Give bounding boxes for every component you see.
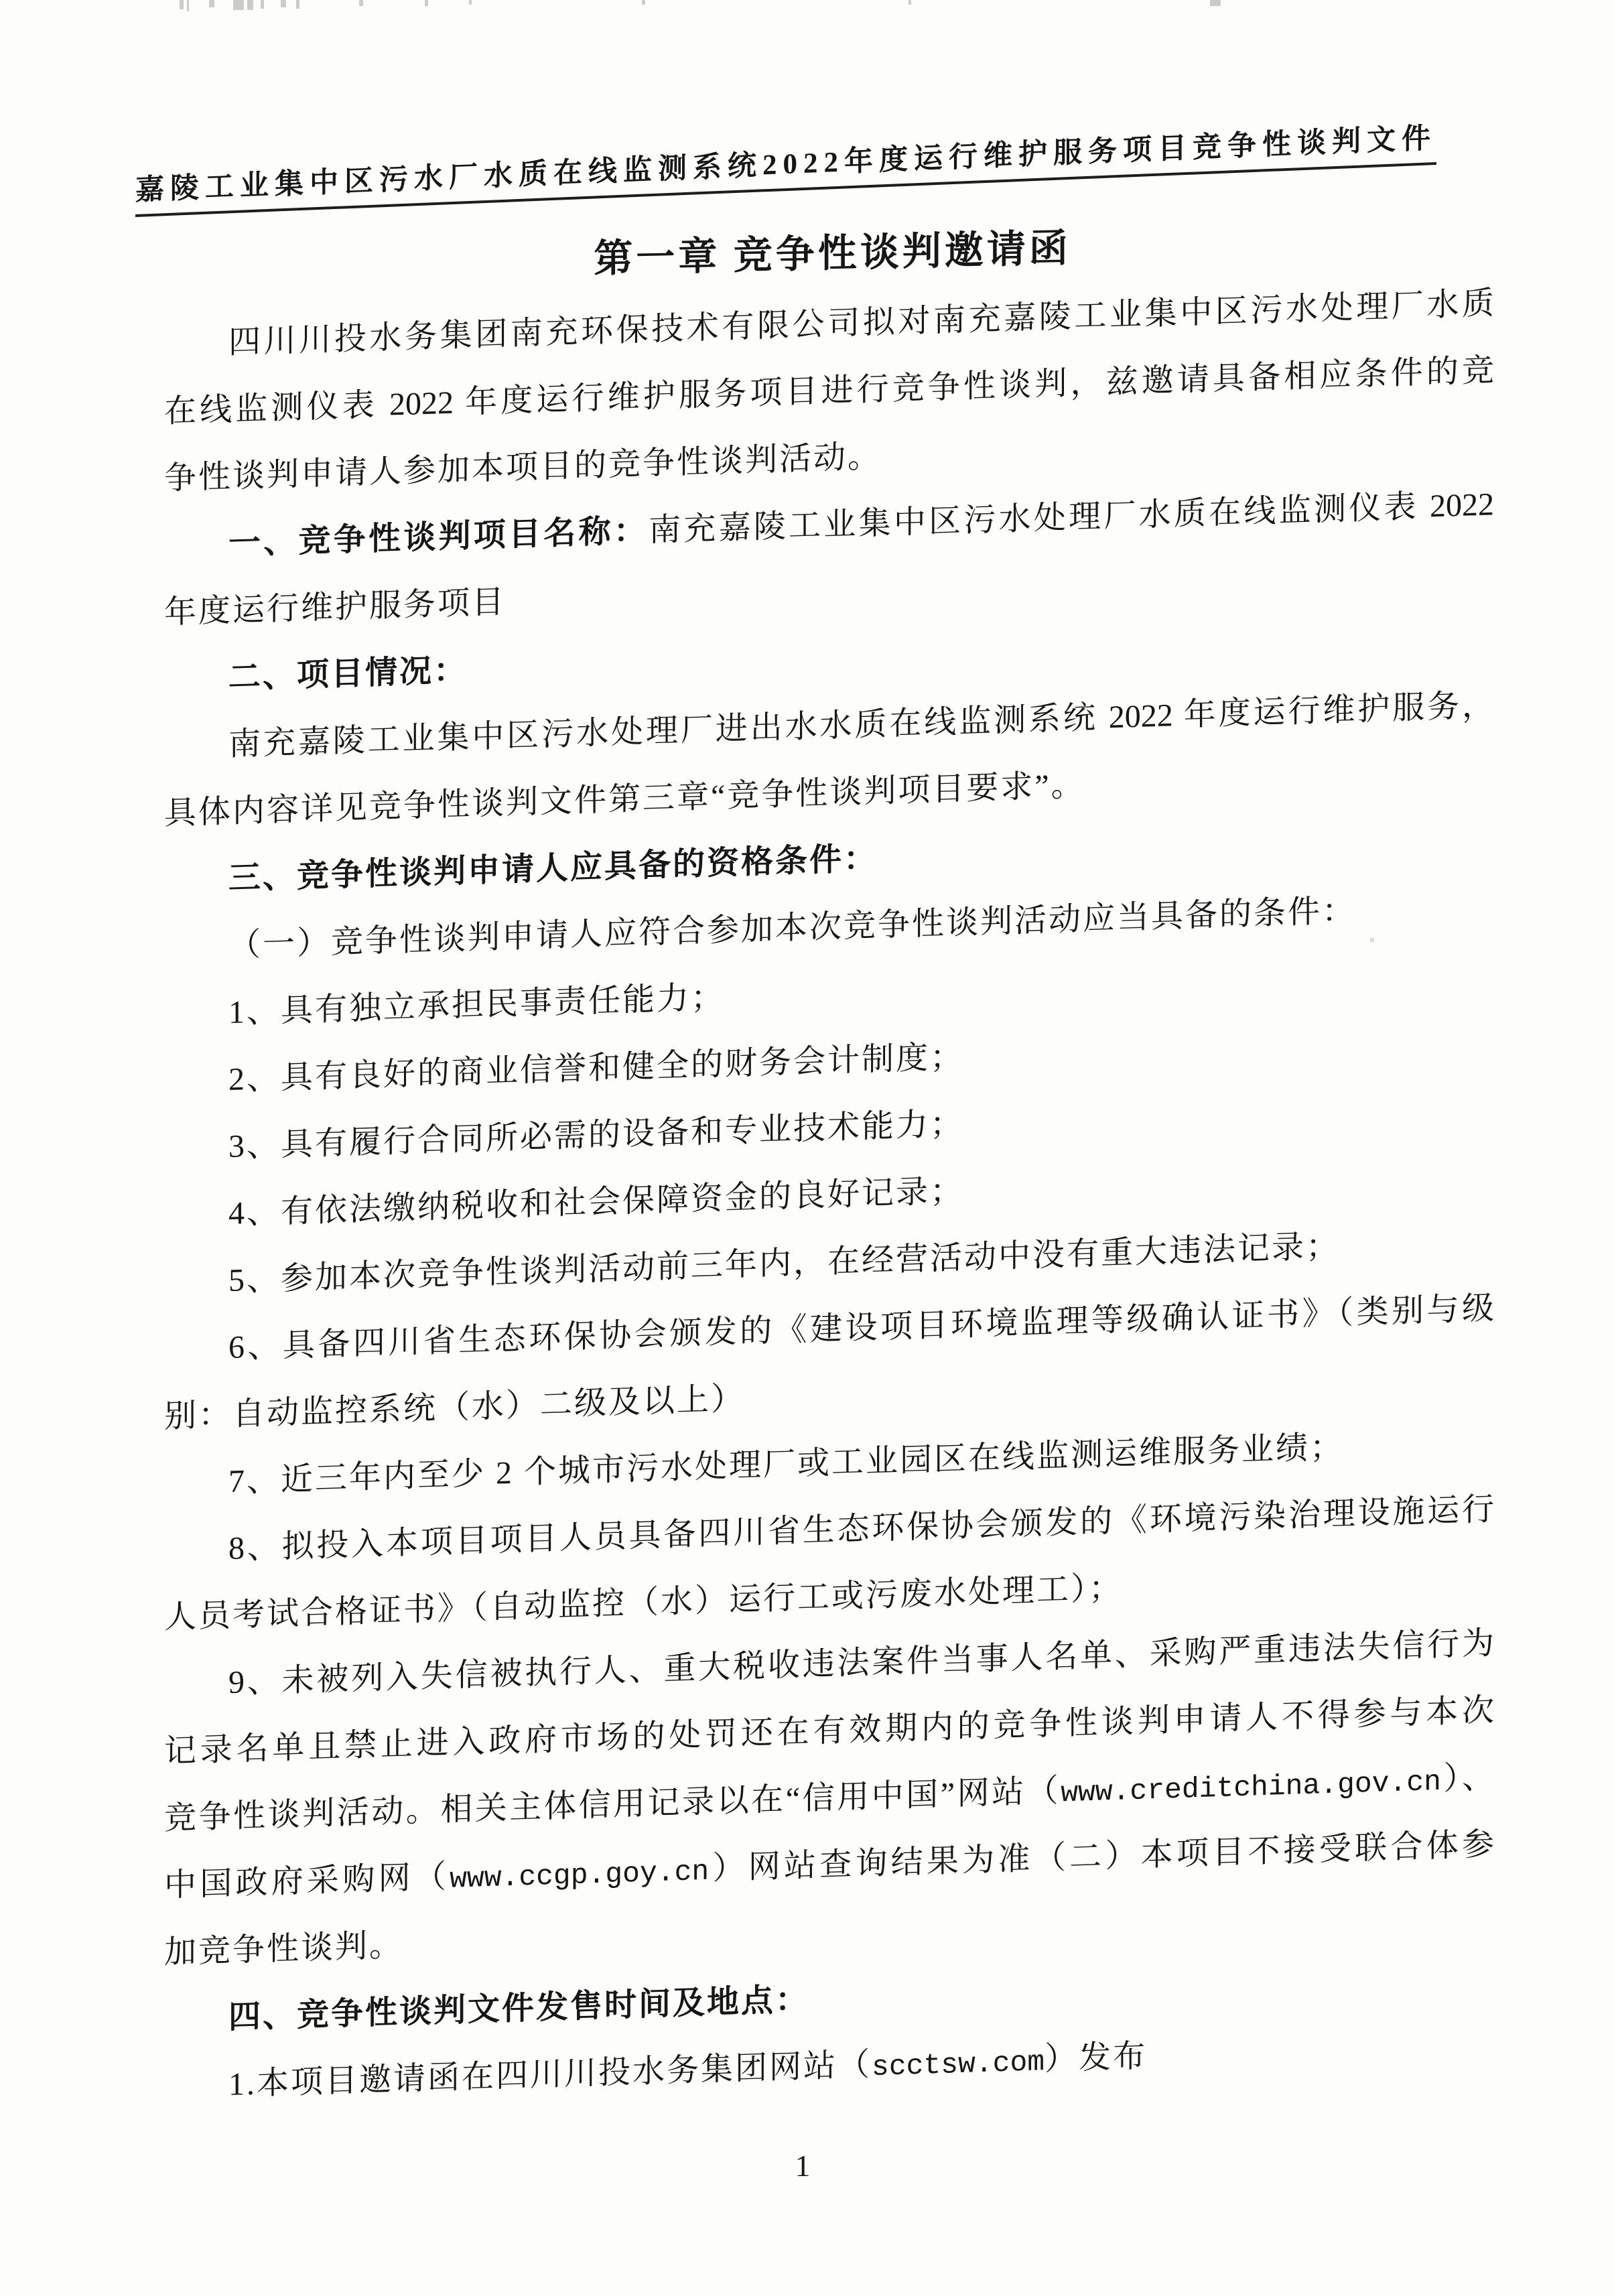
body-text: 竞争性谈判活动。相关主体信用记录以在“信用中国”网站（ xyxy=(164,1773,1061,1836)
scan-artifact xyxy=(209,0,214,7)
body-text: 3、具有履行合同所必需的设备和专业技术能力； xyxy=(228,1105,965,1165)
scan-artifact xyxy=(909,0,911,5)
body-text: ）、 xyxy=(1440,1759,1494,1797)
header-underlined-text: 嘉陵工业集中区污水厂水质在线监测系统2022年度运行维护服务项目竞争性谈判文件 xyxy=(135,123,1436,217)
scan-artifact xyxy=(469,0,472,5)
scan-artifact xyxy=(642,0,645,5)
body-text: 1.本项目邀请函在四川川投水务集团网站（ xyxy=(228,2047,872,2103)
scan-artifact xyxy=(261,0,264,9)
body-text: 四川川投水务集团南充环保技术有限公司拟对南充嘉陵工业集中区污水处理厂水质 xyxy=(228,285,1494,361)
body-text: 别：自动监控系统（水）二级及以上） xyxy=(164,1381,746,1434)
body-text: 年度运行维护服务项目 xyxy=(164,584,507,630)
body-text: 9、未被列入失信被执行人、重大税收违法案件当事人名单、采购严重违法失信行为 xyxy=(228,1625,1494,1701)
body-text: 8、拟投入本项目项目人员具备四川省生态环保协会颁发的《环境污染治理设施运行 xyxy=(228,1491,1494,1567)
page-number: 1 xyxy=(795,2149,811,2183)
scan-artifact xyxy=(281,0,286,7)
section-label: 三、竞争性谈判申请人应具备的资格条件： xyxy=(228,840,878,897)
section-label: 二、项目情况： xyxy=(228,652,468,696)
section-label: 一、竞争性谈判项目名称： xyxy=(228,513,649,562)
body-text: 具体内容详见竞争性谈判文件第三章“竞争性谈判项目要求”。 xyxy=(164,767,1085,831)
section-label: 四、竞争性谈判文件发售时间及地点： xyxy=(228,1982,810,2036)
body-text: ）发布 xyxy=(1045,2038,1148,2078)
body-text: 南充嘉陵工业集中区污水处理厂进出水水质在线监测系统 2022 年度运行维护服务， xyxy=(228,687,1494,763)
body-text: 2、具有良好的商业信誉和健全的财务会计制度； xyxy=(228,1038,965,1098)
body-text: 人员考试合格证书》（自动监控（水）运行工或污废水处理工）； xyxy=(164,1570,1124,1635)
body-text: 4、有依法缴纳税收和社会保障资金的良好记录； xyxy=(228,1172,965,1232)
scan-artifact xyxy=(187,0,189,11)
body-text: 在线监测仪表 2022 年度运行维护服务项目进行竞争性谈判，兹邀请具备相应条件的竞 xyxy=(164,352,1494,429)
body-text: 争性谈判申请人参加本项目的竞争性谈判活动。 xyxy=(164,438,882,496)
body-text: 记录名单且禁止进入政府市场的处罚还在有效期内的竞争性谈判申请人不得参与本次 xyxy=(164,1692,1494,1769)
body-text: 加竞争性谈判。 xyxy=(164,1927,404,1970)
body-text: 1、具有独立承担民事责任能力； xyxy=(228,979,726,1031)
url-text: www.ccgp.goy.cn xyxy=(450,1854,710,1896)
body-text: ）网站查询结果为准（二）本项目不接受联合体参 xyxy=(709,1826,1494,1887)
body-text: （一）竞争性谈判申请人应符合参加本次竞争性谈判活动应当具备的条件： xyxy=(228,892,1357,964)
scan-artifact xyxy=(296,0,299,9)
body-text: 南充嘉陵工业集中区污水处理厂水质在线监测仪表 2022 xyxy=(649,486,1494,549)
scan-artifact xyxy=(247,0,253,10)
scan-artifact xyxy=(425,0,428,6)
scan-artifact xyxy=(233,0,244,10)
scan-artifact xyxy=(1210,0,1221,6)
body-text: 6、具备四川省生态环保协会颁发的《建设项目环境监理等级确认证书》（类别与级 xyxy=(228,1290,1494,1366)
document-body xyxy=(164,270,1494,2120)
chapter-title: 第一章 竞争性谈判邀请函 xyxy=(594,226,1071,281)
scan-artifact xyxy=(180,0,184,9)
body-text: 中国政府采购网（ xyxy=(164,1859,450,1903)
scan-artifact xyxy=(359,0,363,6)
body-text: 7、近三年内至少 2 个城市污水处理厂或工业园区在线监测运维服务业绩； xyxy=(228,1429,1345,1500)
document-header xyxy=(135,111,1556,208)
url-text: www.creditchina.gov.cn xyxy=(1061,1765,1441,1810)
url-text: scctsw.com xyxy=(872,2045,1045,2084)
body-text: 5、参加本次竞争性谈判活动前三年内，在经营活动中没有重大违法记录； xyxy=(228,1228,1341,1299)
